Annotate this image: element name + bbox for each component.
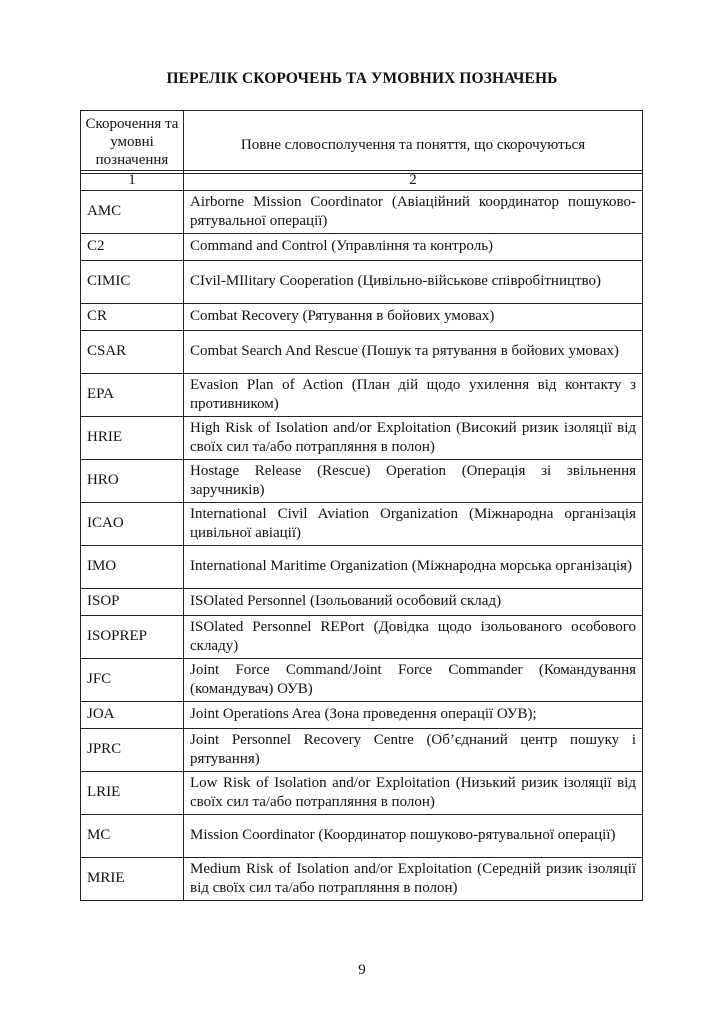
full-term-cell: International Civil Aviation Organization (Міжнародна організація цивільної авіації) bbox=[184, 502, 643, 545]
page-number: 9 bbox=[358, 962, 366, 978]
abbreviation-cell: IMO bbox=[81, 545, 184, 588]
header-abbreviation: Скорочення та умовні позначення bbox=[81, 111, 184, 174]
table-row bbox=[81, 857, 643, 900]
full-term-cell: Airborne Mission Coordinator (Авіаційний координатор пошуково-рятувальної операції) bbox=[184, 190, 643, 233]
full-term-cell: CIvil-MIlitary Cooperation (Цивільно-військове співробітництво) bbox=[184, 260, 643, 303]
full-term-cell: ISOlated Personnel REPort (Довідка щодо ізольованого особового складу) bbox=[184, 615, 643, 658]
abbreviation-cell: CSAR bbox=[81, 330, 184, 373]
abbreviations-header-table bbox=[80, 110, 643, 174]
abbreviation-cell: MC bbox=[81, 814, 184, 857]
full-term-cell: Joint Operations Area (Зона проведення операції ОУВ); bbox=[184, 701, 643, 728]
full-term-cell: Command and Control (Управління та контроль) bbox=[184, 233, 643, 260]
abbreviation-cell: LRIE bbox=[81, 771, 184, 814]
table-row bbox=[81, 190, 643, 233]
table-row bbox=[81, 416, 643, 459]
full-term-cell: International Maritime Organization (Міжнародна морська організація) bbox=[184, 545, 643, 588]
table-row bbox=[81, 373, 643, 416]
table-row bbox=[81, 658, 643, 701]
abbreviations-table bbox=[80, 170, 643, 901]
table-row bbox=[81, 330, 643, 373]
full-term-cell: High Risk of Isolation and/or Exploitation (Високий ризик ізоляції від своїх сил та/або потрапляння в полон) bbox=[184, 416, 643, 459]
abbreviation-cell: JFC bbox=[81, 658, 184, 701]
full-term-cell: Medium Risk of Isolation and/or Exploitation (Середній ризик ізоляції від своїх сил та/або потрапляння в полон) bbox=[184, 857, 643, 900]
table-row bbox=[81, 615, 643, 658]
table-row bbox=[81, 771, 643, 814]
table-row bbox=[81, 502, 643, 545]
header-full-term: Повне словосполучення та поняття, що скорочуються bbox=[184, 111, 643, 174]
abbreviation-cell: ISOP bbox=[81, 588, 184, 615]
page-title: ПЕРЕЛІК СКОРОЧЕНЬ ТА УМОВНИХ ПОЗНАЧЕНЬ bbox=[166, 70, 558, 87]
abbreviation-cell: HRO bbox=[81, 459, 184, 502]
table-row bbox=[81, 814, 643, 857]
table-row bbox=[81, 588, 643, 615]
table-row bbox=[81, 545, 643, 588]
column-number-row bbox=[81, 171, 643, 191]
abbreviation-cell: EPA bbox=[81, 373, 184, 416]
header-row bbox=[81, 111, 643, 174]
abbreviation-cell: C2 bbox=[81, 233, 184, 260]
column-number-1: 1 bbox=[81, 171, 184, 191]
full-term-cell: Combat Recovery (Рятування в бойових умовах) bbox=[184, 303, 643, 330]
full-term-cell: Mission Coordinator (Координатор пошуково-рятувальної операції) bbox=[184, 814, 643, 857]
abbreviation-cell: CR bbox=[81, 303, 184, 330]
full-term-cell: Joint Personnel Recovery Centre (Об’єднаний центр пошуку і рятування) bbox=[184, 728, 643, 771]
table-row bbox=[81, 459, 643, 502]
full-term-cell: Joint Force Command/Joint Force Commander (Командування (командувач) ОУВ) bbox=[184, 658, 643, 701]
full-term-cell: Combat Search And Rescue (Пошук та рятування в бойових умовах) bbox=[184, 330, 643, 373]
abbreviation-cell: ISOPREP bbox=[81, 615, 184, 658]
abbreviation-cell: HRIE bbox=[81, 416, 184, 459]
full-term-cell: ISOlated Personnel (Ізольований особовий склад) bbox=[184, 588, 643, 615]
abbreviation-cell: MRIE bbox=[81, 857, 184, 900]
abbreviation-cell: ICAO bbox=[81, 502, 184, 545]
full-term-cell: Evasion Plan of Action (План дій щодо ухилення від контакту з противником) bbox=[184, 373, 643, 416]
table-row bbox=[81, 701, 643, 728]
table-row bbox=[81, 233, 643, 260]
full-term-cell: Hostage Release (Rescue) Operation (Операція зі звільнення заручників) bbox=[184, 459, 643, 502]
table-row bbox=[81, 303, 643, 330]
table-row bbox=[81, 728, 643, 771]
table-row bbox=[81, 260, 643, 303]
abbreviation-cell: JOA bbox=[81, 701, 184, 728]
abbreviation-cell: JPRC bbox=[81, 728, 184, 771]
abbreviation-cell: AMC bbox=[81, 190, 184, 233]
full-term-cell: Low Risk of Isolation and/or Exploitation (Низький ризик ізоляції від своїх сил та/або потрапляння в полон) bbox=[184, 771, 643, 814]
abbreviation-cell: CIMIC bbox=[81, 260, 184, 303]
column-number-2: 2 bbox=[184, 171, 643, 191]
